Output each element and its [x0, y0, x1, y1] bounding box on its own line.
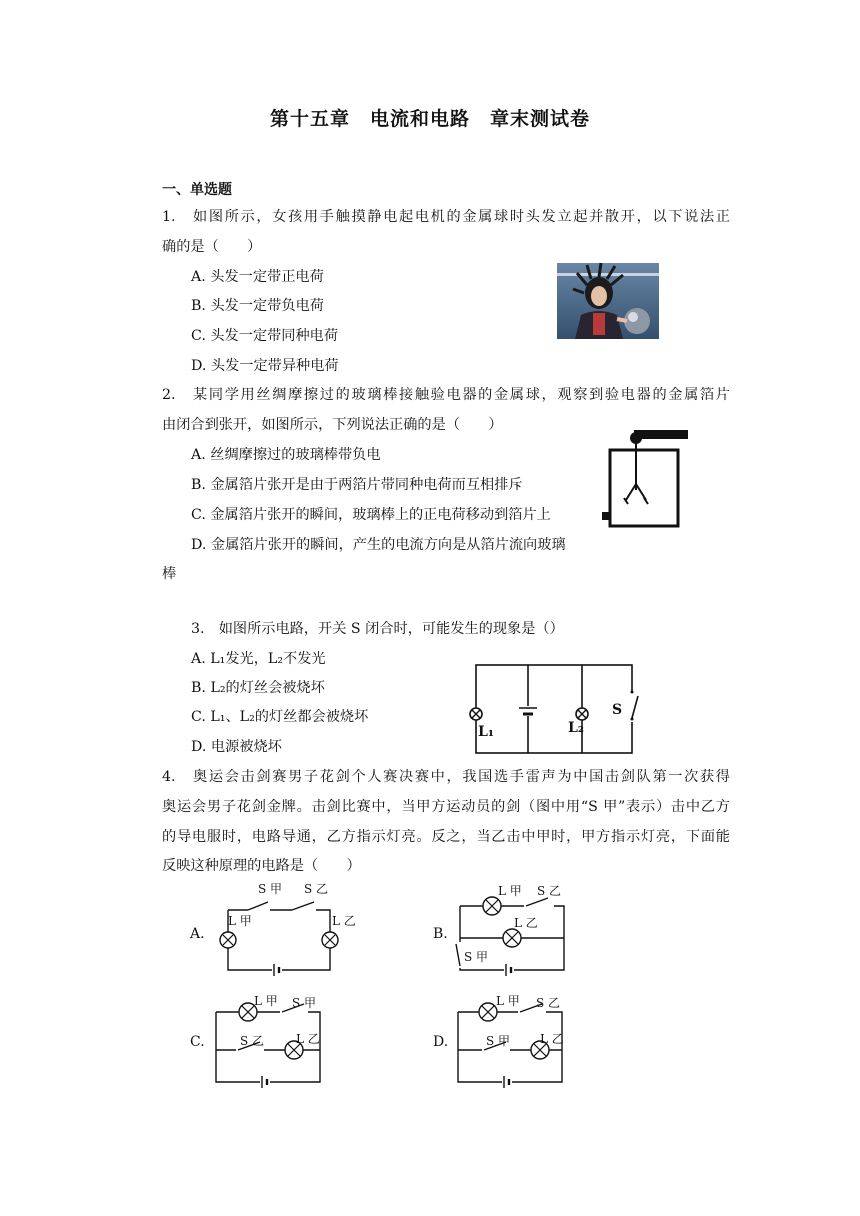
q3-option-a: A. L₁发光，L₂不发光 [191, 651, 326, 667]
q4d-lj-label: L 甲 [496, 994, 520, 1008]
q4-option-a-label: A. [190, 926, 205, 942]
page-title: 第十五章 电流和电路 章末测试卷 [269, 108, 590, 130]
q4-stem-line3: 的导电服时，电路导通，乙方指示灯亮。反之，当乙击中甲时，甲方指示灯亮，下面能 [162, 829, 730, 845]
q4b-sj-label: S 甲 [464, 950, 489, 964]
q4-option-b-label: B. [433, 926, 448, 942]
q4-option-d-label: D. [433, 1034, 449, 1050]
q3-stem: 3. 如图所示电路，开关 S 闭合时，可能发生的现象是（） [191, 621, 564, 637]
q2-option-d-wrap: 棒 [162, 566, 177, 582]
q4a-ly-label: L 乙 [332, 914, 356, 928]
q3-option-c: C. L₁、L₂的灯丝都会被烧坏 [191, 709, 369, 725]
q1-option-c: C. 头发一定带同种电荷 [191, 328, 339, 344]
static-electricity-photo [557, 263, 659, 339]
q2-option-d: D. 金属箔片张开的瞬间，产生的电流方向是从箔片流向玻璃 [191, 537, 566, 553]
q3-label-s: S [612, 702, 623, 718]
q2-option-b: B. 金属箔片张开是由于两箔片带同种电荷而互相排斥 [191, 477, 523, 493]
q4-stem-line1: 4. 奥运会击剑赛男子花剑个人赛决赛中，我国选手雷声为中国击剑队第一次获得 [162, 769, 730, 785]
q4c-lj-label: L 甲 [254, 994, 278, 1008]
q1-option-d: D. 头发一定带异种电荷 [191, 358, 339, 374]
q1-stem-line1: 1. 如图所示，女孩用手触摸静电起电机的金属球时头发立起并散开，以下说法正 [162, 209, 730, 225]
q1-stem-line2: 确的是（ ） [162, 239, 262, 255]
q2-stem-line1: 2. 某同学用丝绸摩擦过的玻璃棒接触验电器的金属球，观察到验电器的金属箔片 [162, 387, 730, 403]
q2-option-c: C. 金属箔片张开的瞬间，玻璃棒上的正电荷移动到箔片上 [191, 507, 551, 523]
electroscope-figure [600, 428, 692, 530]
q2-stem-line2: 由闭合到张开，如图所示，下列说法正确的是（ ） [162, 417, 503, 433]
q4b-sy-label: S 乙 [537, 884, 562, 898]
q1-option-b: B. 头发一定带负电荷 [191, 298, 324, 314]
q4b-lj-label: L 甲 [498, 884, 522, 898]
q3-option-d: D. 电源被烧坏 [191, 739, 282, 755]
section-heading: 一、单选题 [162, 182, 232, 198]
q4a-lj-label: L 甲 [228, 914, 252, 928]
q4b-ly-label: L 乙 [514, 916, 538, 930]
q4c-sj-label: S 甲 [292, 996, 317, 1010]
q4a-sy-label: S 乙 [304, 882, 329, 896]
q4-stem-line4: 反映这种原理的电路是（ ） [162, 858, 361, 874]
q4d-sj-label: S 甲 [486, 1034, 511, 1048]
q3-label-l1: L₁ [478, 724, 494, 740]
q1-option-a: A. 头发一定带正电荷 [191, 269, 324, 285]
q4c-ly-label: L 乙 [296, 1032, 320, 1046]
q4-circuit-a [214, 880, 354, 980]
q4c-sy-label: S 乙 [240, 1034, 265, 1048]
q2-option-a: A. 丝绸摩擦过的玻璃棒带负电 [191, 447, 381, 463]
q4-stem-line2: 奥运会男子花剑金牌。击剑比赛中，当甲方运动员的剑（图中用“S 甲”表示）击中乙方 [162, 799, 730, 815]
q4-option-c-label: C. [190, 1034, 205, 1050]
q4a-sj-label: S 甲 [258, 882, 283, 896]
q4d-sy-label: S 乙 [536, 996, 561, 1010]
q3-label-l2: L₂ [568, 720, 584, 736]
q4d-ly-label: L 乙 [540, 1032, 564, 1046]
q3-option-b: B. L₂的灯丝会被烧坏 [191, 680, 325, 696]
